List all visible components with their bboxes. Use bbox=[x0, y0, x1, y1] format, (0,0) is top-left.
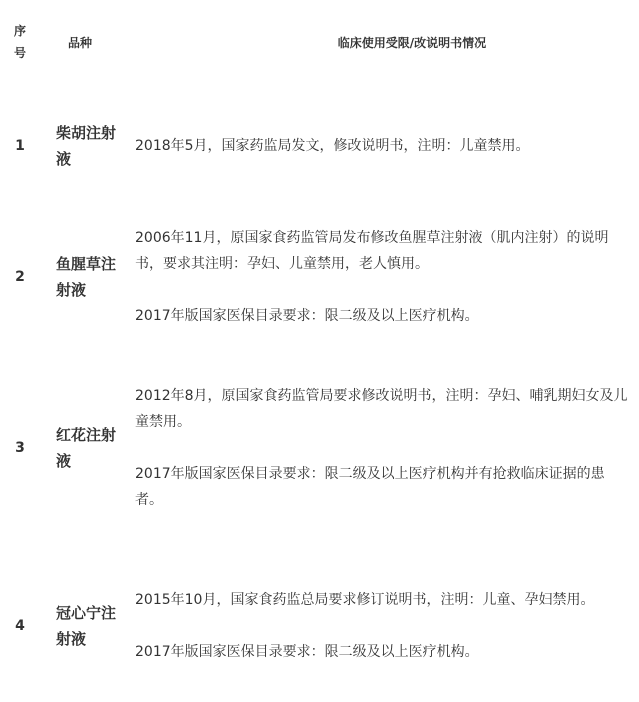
header-name: 品种 bbox=[68, 35, 93, 50]
header-index bbox=[0, 0, 40, 84]
drug-name: 红花注射液 bbox=[56, 426, 117, 470]
drug-name: 鱼腥草注射液 bbox=[56, 255, 117, 299]
table-row bbox=[0, 550, 639, 702]
drug-name: 冠心宁注射液 bbox=[56, 604, 117, 648]
info-paragraph: 2012年8月，原国家食药监管局要求修改说明书，注明：孕妇、哺乳期妇女及儿童禁用。 bbox=[135, 388, 628, 430]
row-index: 4 bbox=[15, 618, 25, 634]
info-paragraph: 2017年版国家医保目录要求：限二级及以上医疗机构。 bbox=[135, 308, 479, 324]
header-info: 临床使用受限/改说明书情况 bbox=[337, 35, 487, 50]
restriction-info bbox=[125, 84, 639, 208]
row-index: 1 bbox=[15, 138, 25, 154]
table-row bbox=[0, 346, 639, 550]
table-row bbox=[0, 84, 639, 208]
restriction-info bbox=[125, 550, 639, 702]
info-paragraph: 2017年版国家医保目录要求：限二级及以上医疗机构并有抢救临床证据的患者。 bbox=[135, 466, 605, 508]
header-index-text: 序号 bbox=[13, 24, 26, 60]
info-paragraph: 2015年10月，国家食药监总局要求修订说明书，注明：儿童、孕妇禁用。 bbox=[135, 592, 595, 608]
restriction-info bbox=[125, 208, 639, 346]
info-paragraph: 2017年版国家医保目录要求：限二级及以上医疗机构。 bbox=[135, 644, 479, 660]
restriction-info bbox=[125, 346, 639, 550]
table-row bbox=[0, 208, 639, 346]
row-index: 3 bbox=[15, 440, 25, 456]
row-index: 2 bbox=[15, 269, 25, 285]
info-paragraph: 2006年11月，原国家食药监管局发布修改鱼腥草注射液（肌内注射）的说明书，要求其注明：孕妇、儿童禁用，老人慎用。 bbox=[135, 230, 609, 272]
table-header-row bbox=[0, 0, 639, 84]
drug-name: 柴胡注射液 bbox=[56, 124, 117, 168]
info-paragraph: 2018年5月，国家药监局发文，修改说明书，注明：儿童禁用。 bbox=[135, 138, 530, 154]
